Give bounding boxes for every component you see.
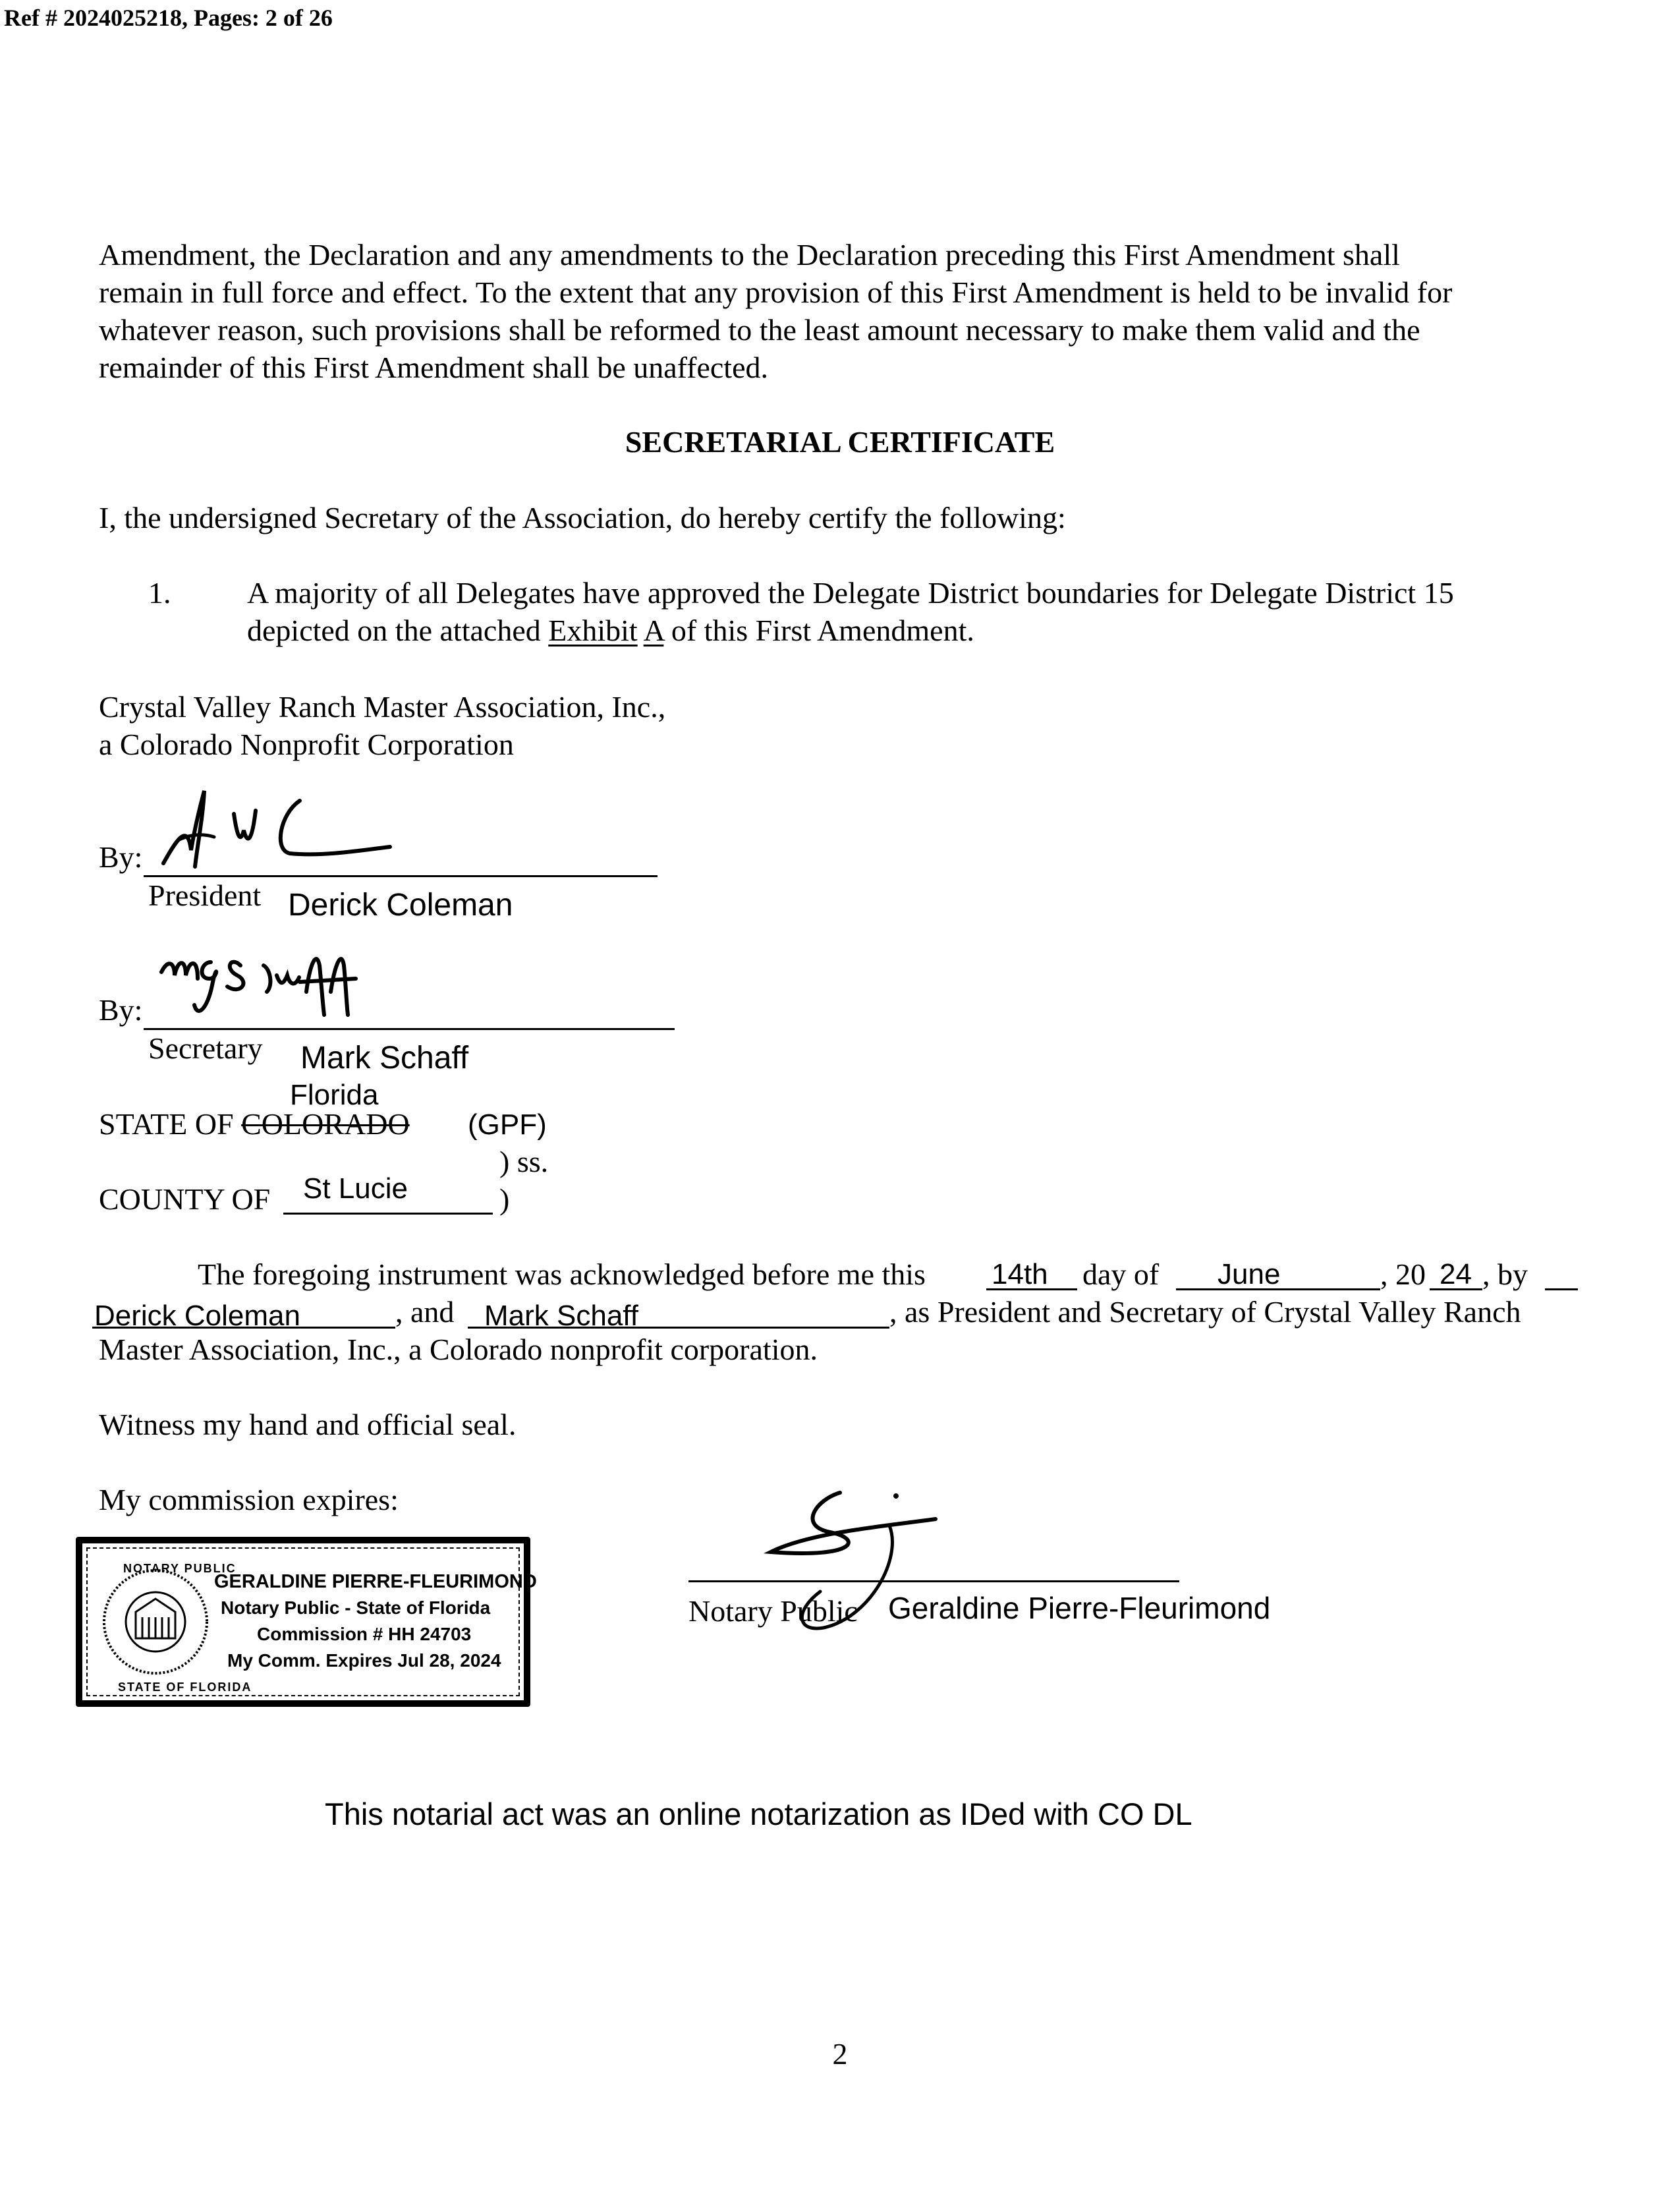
initials: (GPF) xyxy=(468,1108,547,1141)
ack-by: , by xyxy=(1482,1257,1528,1291)
state-inserted: Florida xyxy=(290,1079,379,1111)
ack-line-1-start: The foregoing instrument was acknowledged before me this xyxy=(198,1257,926,1291)
by-line xyxy=(1545,1288,1578,1290)
paragraph-line-4: remainder of this First Amendment shall be unaffected. xyxy=(99,351,768,384)
ss-marker: ) ss. xyxy=(499,1145,549,1178)
stamp-line-4: My Comm. Expires Jul 28, 2024 xyxy=(227,1650,501,1671)
item-line-2 xyxy=(247,612,974,649)
county-value: St Lucie xyxy=(303,1172,408,1205)
item-line-2-end: of this First Amendment. xyxy=(663,614,974,647)
reference-header: Ref # 2024025218, Pages: 2 of 26 xyxy=(4,5,333,31)
ack-rest: , as President and Secretary of Crystal Valley Ranch xyxy=(889,1295,1521,1329)
seal-bottom-text: STATE OF FLORIDA xyxy=(118,1680,252,1694)
ack-day-of: day of xyxy=(1082,1257,1160,1291)
secretary-signature xyxy=(158,946,395,1025)
county-label: COUNTY OF xyxy=(99,1182,271,1216)
commission-label: My commission expires: xyxy=(99,1483,399,1516)
secretary-name: Mark Schaff xyxy=(300,1041,469,1076)
ack-year-prefix: , 20 xyxy=(1380,1257,1426,1291)
president-by-label: By: xyxy=(99,840,143,874)
secretary-title: Secretary xyxy=(148,1031,263,1065)
stamp-line-2: Notary Public - State of Florida xyxy=(221,1597,491,1618)
section-heading: SECRETARIAL CERTIFICATE xyxy=(625,425,1055,459)
item-number: 1. xyxy=(148,576,171,610)
ack-line-3: Master Association, Inc., a Colorado nonprofit corporation. xyxy=(99,1333,818,1366)
state-line xyxy=(99,1105,410,1143)
seal-top-text: NOTARY PUBLIC xyxy=(123,1562,237,1575)
ack-and: , and xyxy=(395,1295,455,1329)
president-signature xyxy=(152,784,415,870)
ack-name-1: Derick Coleman xyxy=(94,1300,300,1332)
paragraph-line-1: Amendment, the Declaration and any amendments to the Declaration preceding this First Amendment shall xyxy=(99,238,1400,272)
secretary-by-label: By: xyxy=(99,993,143,1027)
item-line-1: A majority of all Delegates have approved the Delegate District boundaries for Delegate District 15 xyxy=(247,576,1454,610)
president-title: President xyxy=(148,878,262,912)
president-name: Derick Coleman xyxy=(288,888,513,923)
association-type: a Colorado Nonprofit Corporation xyxy=(99,728,514,761)
notary-label: Notary Public xyxy=(688,1594,858,1628)
county-paren: ) xyxy=(499,1182,510,1216)
witness-line: Witness my hand and official seal. xyxy=(99,1408,517,1441)
certify-intro: I, the undersigned Secretary of the Association, do hereby certify the following: xyxy=(99,501,1066,534)
notary-stamp xyxy=(76,1537,537,1707)
county-line xyxy=(283,1213,493,1215)
exhibit-word: Exhibit xyxy=(548,614,638,647)
exhibit-letter: A xyxy=(643,614,664,647)
notary-name: Geraldine Pierre-Fleurimond xyxy=(888,1591,1271,1625)
notary-seal xyxy=(99,1566,211,1678)
page-number: 2 xyxy=(832,2037,848,2071)
association-name: Crystal Valley Ranch Master Association, Inc., xyxy=(99,690,666,724)
ack-name-2: Mark Schaff xyxy=(484,1300,638,1332)
ack-year: 24 xyxy=(1440,1258,1472,1290)
ack-month: June xyxy=(1218,1258,1281,1290)
paragraph-line-2: remain in full force and effect. To the extent that any provision of this First Amendment is held to be invalid for xyxy=(99,275,1453,309)
item-line-2-start: depicted on the attached xyxy=(247,614,549,647)
online-notarization-note: This notarial act was an online notarization as IDed with CO DL xyxy=(325,1796,1192,1831)
state-struck: COLORADO xyxy=(241,1107,410,1141)
stamp-line-3: Commission # HH 24703 xyxy=(257,1624,472,1644)
paragraph-line-3: whatever reason, such provisions shall be reformed to the least amount necessary to make them valid and the xyxy=(99,313,1420,347)
state-label: STATE OF xyxy=(99,1107,242,1141)
stamp-name: GERALDINE PIERRE-FLEURIMOND xyxy=(214,1571,537,1592)
ack-day: 14th xyxy=(992,1258,1048,1290)
